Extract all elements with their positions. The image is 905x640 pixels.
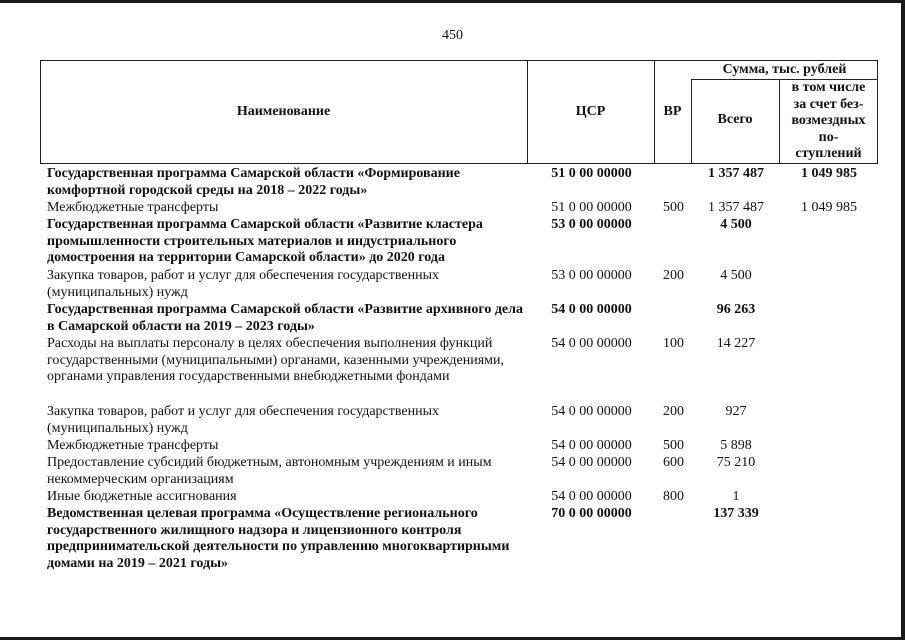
header-sum: Сумма, тыс. рублей bbox=[722, 62, 847, 77]
row-total: 1 357 487 bbox=[708, 200, 764, 215]
row-name: Закупка товаров, работ и услуг для обеспечения государственных (муниципальных) нужд bbox=[47, 268, 440, 300]
row-csr: 54 0 00 00000 bbox=[551, 336, 632, 351]
row-csr: 51 0 00 00000 bbox=[551, 200, 632, 215]
row-csr: 70 0 00 00000 bbox=[551, 506, 632, 521]
row-name: Расходы на выплаты персоналу в целях обеспечения выполнения функций государственными (муниципальными) органами, казенными учреждениями, органами управления государственными внебюджетными фондами bbox=[47, 336, 504, 384]
row-csr: 53 0 00 00000 bbox=[551, 268, 632, 283]
scan-top-edge bbox=[0, 0, 905, 3]
row-incl: 1 049 985 bbox=[801, 200, 857, 215]
row-total: 137 339 bbox=[713, 506, 759, 521]
row-total: 927 bbox=[725, 404, 747, 419]
row-csr: 54 0 00 00000 bbox=[551, 302, 632, 317]
row-total: 4 500 bbox=[720, 217, 752, 232]
row-total: 4 500 bbox=[720, 268, 752, 283]
row-total: 5 898 bbox=[720, 438, 752, 453]
page-number: 450 bbox=[442, 28, 463, 43]
row-name: Государственная программа Самарской области «Формирование комфортной городской среды на 2018 – 2022 годы» bbox=[47, 166, 460, 198]
row-vr: 100 bbox=[663, 336, 684, 351]
header-name: Наименование bbox=[236, 104, 331, 119]
row-csr: 54 0 00 00000 bbox=[551, 404, 632, 419]
row-total: 1 bbox=[732, 489, 740, 504]
row-name: Предоставление субсидий бюджетным, автономным учреждениям и иным некоммерческим организациям bbox=[47, 455, 492, 487]
row-name: Иные бюджетные ассигнования bbox=[47, 489, 237, 504]
row-name: Ведомственная целевая программа «Осуществление регионального государственного жилищного надзора и лицензионного контроля предпринимательской деятельности по управлению многоквартирными домами на 2019 – 2021 годы» bbox=[47, 506, 510, 571]
row-vr: 500 bbox=[663, 200, 684, 215]
row-total: 96 263 bbox=[716, 302, 756, 317]
row-csr: 54 0 00 00000 bbox=[551, 455, 632, 470]
row-name: Государственная программа Самарской области «Развитие архивного дела в Самарской области на 2019 – 2023 годы» bbox=[47, 302, 523, 334]
row-name: Межбюджетные трансферты bbox=[47, 200, 219, 215]
row-vr: 500 bbox=[663, 438, 684, 453]
row-csr: 51 0 00 00000 bbox=[551, 166, 632, 181]
row-csr: 53 0 00 00000 bbox=[551, 217, 632, 232]
header-total: Всего bbox=[717, 112, 753, 127]
row-total: 14 227 bbox=[716, 336, 756, 351]
header-vr: ВР bbox=[663, 104, 682, 119]
row-name: Государственная программа Самарской области «Развитие кластера промышленности строительных материалов и индустриального домостроения на территории Самарской области» до 2020 года bbox=[47, 217, 483, 265]
row-incl: 1 049 985 bbox=[801, 166, 857, 181]
row-name: Закупка товаров, работ и услуг для обеспечения государственных (муниципальных) нужд bbox=[47, 404, 440, 436]
row-name: Межбюджетные трансферты bbox=[47, 438, 219, 453]
row-vr: 600 bbox=[663, 455, 684, 470]
row-vr: 800 bbox=[663, 489, 684, 504]
row-vr: 200 bbox=[663, 404, 684, 419]
row-total: 75 210 bbox=[716, 455, 756, 470]
row-csr: 54 0 00 00000 bbox=[551, 489, 632, 504]
header-csr: ЦСР bbox=[575, 104, 606, 119]
row-vr: 200 bbox=[663, 268, 684, 283]
scan-right-edge bbox=[901, 0, 905, 640]
row-total: 1 357 487 bbox=[708, 166, 764, 181]
header-incl: в том числе за счет без- возмездных по- ступлений bbox=[791, 80, 866, 161]
row-csr: 54 0 00 00000 bbox=[551, 438, 632, 453]
